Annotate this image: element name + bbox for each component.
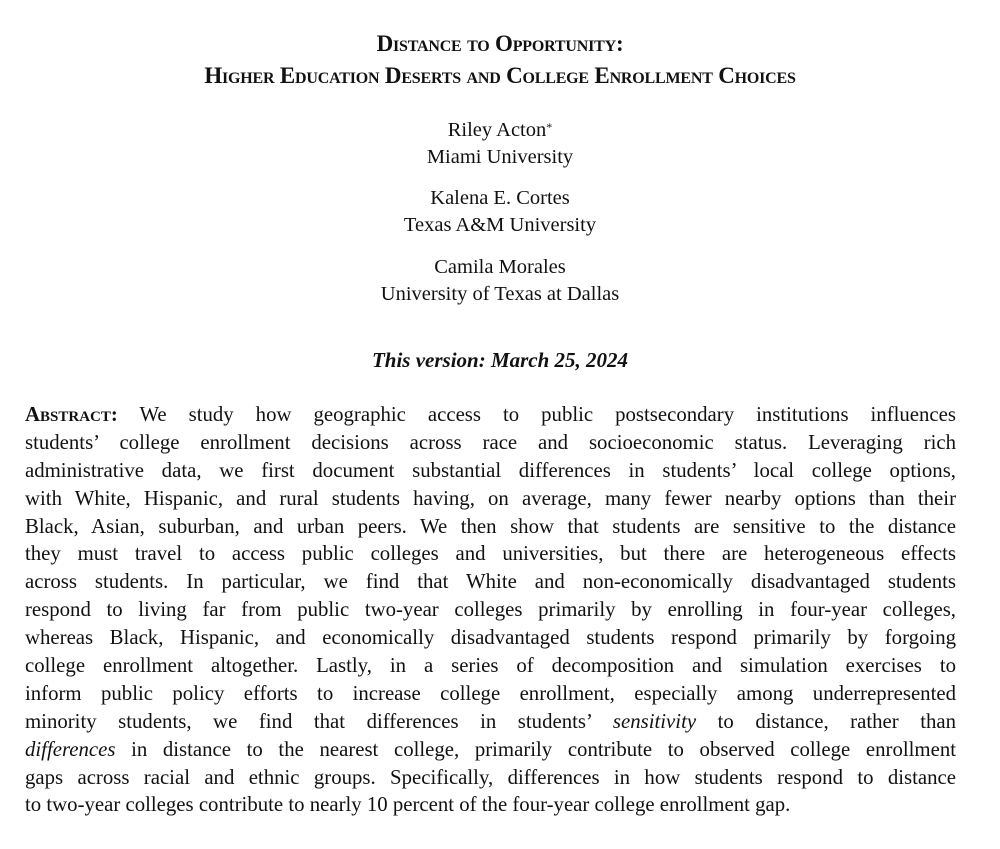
abstract-line	[25, 513, 956, 541]
abstract-text: across students. In particular, we find that White and non-economically disadvantaged students	[25, 570, 956, 594]
author-affiliation: Texas A&M University	[403, 214, 597, 236]
abstract-text: gaps across racial and ethnic groups. Specifically, differences in how students respond to distance	[25, 765, 956, 789]
abstract-line	[25, 791, 956, 819]
abstract-text: Black, Asian, suburban, and urban peers. We then show that students are sensitive to the distance	[25, 514, 956, 538]
abstract-label: Abstract:	[25, 403, 118, 426]
author-block-1	[0, 117, 1000, 171]
abstract-text: whereas Black, Hispanic, and economically disadvantaged students respond primarily by forgoing	[25, 626, 956, 650]
abstract-emphasis: sensitivity	[612, 709, 697, 733]
abstract-line	[25, 540, 956, 568]
abstract-text: minority students, we find that differences in students’	[25, 709, 613, 733]
abstract-emphasis: differences	[25, 737, 116, 761]
abstract-text: students’ college enrollment decisions across race and socioeconomic status. Leveraging rich	[25, 430, 956, 454]
author-name: Riley Acton	[447, 119, 547, 141]
abstract-text: respond to living far from public two-year colleges primarily by enrolling in four-year colleges,	[25, 598, 956, 622]
author-block-3	[0, 254, 1000, 308]
abstract-text: to two-year colleges contribute to nearly 10 percent of the four-year college enrollment gap.	[25, 793, 791, 817]
abstract-text: they must travel to access public colleges and universities, but there are heterogeneous effects	[25, 542, 956, 566]
abstract-line	[25, 485, 956, 513]
abstract-text: college enrollment altogether. Lastly, in a series of decomposition and simulation exercises to	[25, 654, 956, 678]
abstract-line	[25, 457, 956, 485]
abstract	[25, 401, 956, 819]
author-affiliation: University of Texas at Dallas	[380, 283, 620, 305]
abstract-line	[25, 652, 956, 680]
abstract-line	[25, 736, 956, 764]
abstract-line	[25, 596, 956, 624]
footnote-mark[interactable]: *	[546, 120, 553, 134]
author-affiliation: Miami University	[426, 146, 574, 168]
abstract-line	[25, 764, 956, 792]
abstract-line	[25, 624, 956, 652]
abstract-line	[25, 429, 956, 457]
author-block-2	[0, 185, 1000, 239]
abstract-text: We study how geographic access to public postsecondary institutions influences	[139, 403, 956, 426]
version-date: This version: March 25, 2024	[371, 348, 629, 372]
abstract-text: inform public policy efforts to increase college enrollment, especially among underrepresented	[25, 681, 956, 705]
abstract-text: in distance to the nearest college, primarily contribute to observed college enrollment	[115, 737, 956, 761]
abstract-line	[25, 568, 956, 596]
abstract-text: administrative data, we first document substantial differences in students’ local college options,	[25, 458, 956, 482]
author-name: Kalena E. Cortes	[430, 187, 570, 209]
title-line-2: Higher Education Deserts and College Enrollment Choices	[204, 63, 796, 88]
abstract-text: with White, Hispanic, and rural students having, on average, many fewer nearby options than their	[25, 486, 956, 510]
abstract-line	[25, 401, 956, 429]
title-line-1: Distance to Opportunity:	[376, 31, 624, 56]
abstract-line	[25, 680, 956, 708]
author-name: Camila Morales	[434, 256, 566, 278]
abstract-text: to distance, rather than	[696, 709, 957, 733]
paper-title	[0, 28, 1000, 92]
abstract-line	[25, 708, 956, 736]
